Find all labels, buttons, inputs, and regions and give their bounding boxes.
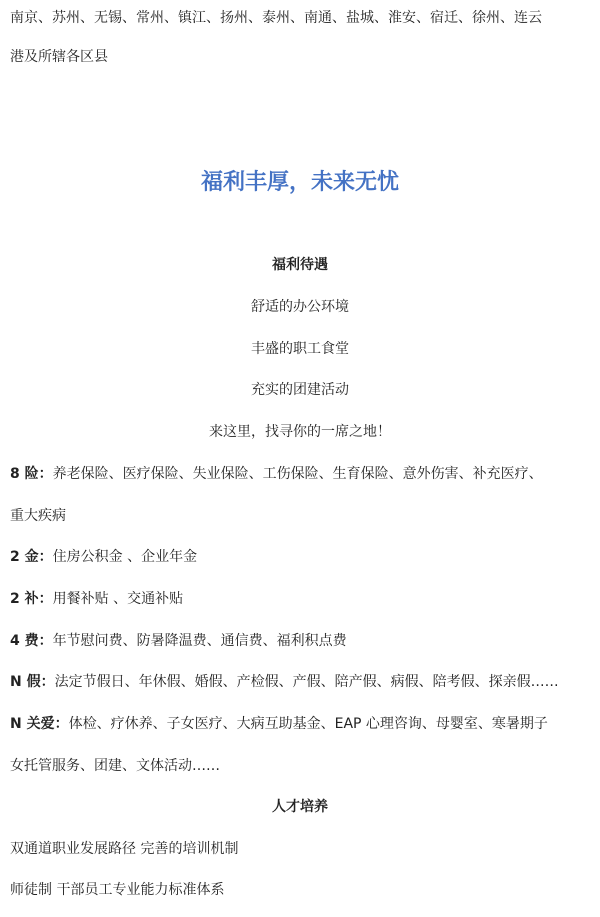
benefit-colon: ： bbox=[38, 466, 53, 482]
benefit-label: N 关爱 bbox=[10, 716, 55, 732]
welfare-title: 福利待遇 bbox=[272, 257, 328, 273]
benefit-label: 2 补 bbox=[10, 591, 39, 607]
benefit-text: 用餐补贴 、交通补贴 bbox=[52, 591, 184, 607]
welfare-item: 舒适的办公环境 bbox=[251, 299, 349, 315]
benefit-text: 体检、疗休养、子女医疗、大病互助基金、EAP 心理咨询、母婴室、寒暑期子 bbox=[68, 716, 548, 732]
benefit-row-subsidies bbox=[10, 589, 590, 609]
benefit-label: 2 金 bbox=[10, 549, 39, 565]
benefit-label: N 假 bbox=[10, 674, 41, 690]
benefit-text: 年节慰问费、防暑降温费、通信费、福利积点费 bbox=[52, 633, 347, 649]
benefit-row-funds bbox=[10, 547, 590, 567]
training-title: 人才培养 bbox=[272, 799, 328, 815]
benefit-text: 法定节假日、年休假、婚假、产检假、产假、陪产假、病假、陪考假、探亲假…… bbox=[54, 674, 559, 690]
section-heading: 福利丰厚，未来无忧 bbox=[200, 170, 399, 195]
welfare-item: 丰盛的职工食堂 bbox=[251, 341, 349, 357]
welfare-item: 充实的团建活动 bbox=[251, 382, 349, 398]
benefit-colon: ： bbox=[54, 716, 69, 732]
benefit-text: 住房公积金 、企业年金 bbox=[52, 549, 198, 565]
benefit-label: 8 险 bbox=[10, 466, 39, 482]
benefit-row-fees bbox=[10, 631, 590, 651]
benefit-row-insurance-continued: 重大疾病 bbox=[10, 508, 66, 524]
benefit-colon: ： bbox=[38, 633, 53, 649]
benefit-row-care-continued: 女托管服务、团建、文体活动…… bbox=[10, 758, 220, 774]
benefit-row-insurance bbox=[10, 464, 590, 484]
benefit-colon: ： bbox=[40, 674, 55, 690]
training-line: 双通道职业发展路径 完善的培训机制 bbox=[10, 841, 239, 857]
intro-text-line-1: 南京、苏州、无锡、常州、镇江、扬州、泰州、南通、盐城、淮安、宿迁、徐州、连云 bbox=[10, 10, 542, 26]
benefit-text: 养老保险、医疗保险、失业保险、工伤保险、生育保险、意外伤害、补充医疗、 bbox=[52, 466, 543, 482]
intro-text-line-2: 港及所辖各区县 bbox=[10, 49, 108, 65]
benefit-colon: ： bbox=[38, 549, 53, 565]
benefit-colon: ： bbox=[38, 591, 53, 607]
welfare-item: 来这里，找寻你的一席之地！ bbox=[209, 424, 391, 440]
benefit-row-care bbox=[10, 714, 590, 734]
training-line: 师徒制 干部员工专业能力标准体系 bbox=[10, 882, 225, 898]
benefit-label: 4 费 bbox=[10, 633, 39, 649]
benefit-row-leave bbox=[10, 672, 590, 692]
